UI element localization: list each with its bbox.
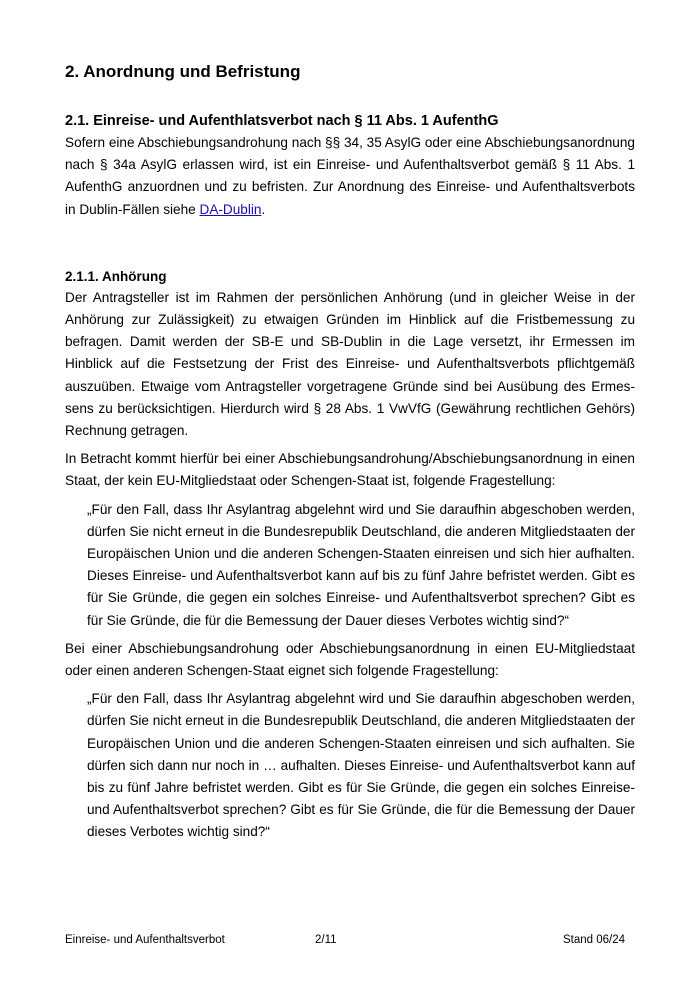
footer-version: Stand 06/24 xyxy=(562,934,625,946)
question-quote-2: „Für den Fall, dass Ihr Asylantrag abgelehnt wird und Sie daraufhin abgeschoben werden, dürfen Sie nicht erneut in die Bundesrepublik Deutschland, die anderen Mitgliedstaaten der Europäischen Union und die anderen Schengen-Staaten einreisen und sich aufhalten. Sie dürfen sich dann nur noch in … aufhalten. Dieses Einreise- und Aufenthaltsverbot kann auf bis zu fünf Jahre befristet werden. Gibt es für Sie Gründe, die gegen ein solches Einreise- und Aufenthaltsverbot sprechen? Gibt es für Sie Gründe, die für die Bemessung der Dauer dieses Verbotes wichtig sind?“ xyxy=(87,691,635,840)
subsection-title-2-1-1: 2.1.1. Anhörung xyxy=(65,268,167,284)
da-dublin-link[interactable]: DA-Dublin xyxy=(199,201,262,217)
subsection-title-2-1: 2.1. Einreise- und Aufenthlatsverbot nach § 11 Abs. 1 AufenthG xyxy=(65,113,499,129)
section-title: 2. Anordnung und Befristung xyxy=(65,62,301,81)
subsection-2-1-paragraph xyxy=(65,132,635,221)
anhoerung-paragraph-1: Der Antragsteller ist im Rahmen der persönlichen Anhörung (und in gleicher Weise in der Anhörung zur Zulässigkeit) zu etwaigen Gründen im Hinblick auf die Fristbemessung zu befragen. Damit werden der SB-E und SB-Dublin in die Lage versetzt, ihr Ermessen im Hinblick auf die Festsetzung der Frist des Einreise- und Aufenthaltsverbots pflichtgemäß auszuüben. Etwaige vom Antragsteller vorgetragene Gründe sind bei Ausübung des Ermessens zu berücksichtigen. Hierdurch wird § 28 Abs. 1 VwVfG (Gewährung rechtlichen Gehörs) Rechnung getragen. xyxy=(65,289,635,439)
subsection-2-1-text: Sofern eine Abschiebungsandrohung nach §§ 34, 35 AsylG oder eine Abschiebungsanordnung nach § 34a AsylG erlassen wird, ist ein Einreise- und Aufenthaltsverbot gemäß § 11 Abs. 1 AufenthG anzuordnen und zu befristen. Zur Anordnung des Einreise- und Aufenthaltsverbots in Dublin-Fällen siehe xyxy=(65,135,635,217)
anhoerung-paragraph-3: Bei einer Abschiebungsandrohung oder Abschiebungsanordnung in einen EU-Mitgliedstaat oder einen anderen Schengen-Staat eignet sich folgende Fragestellung: xyxy=(65,640,635,679)
page-content xyxy=(65,60,635,844)
subsection-2-1-text-end: . xyxy=(261,201,266,217)
anhoerung-paragraph-2: In Betracht kommt hierfür bei einer Abschiebungsandrohung/Abschiebungsanordnung in einen Staat, der kein EU-Mitgliedstaat oder Schengen-Staat ist, folgende Fragestellung: xyxy=(65,451,635,489)
footer-page-number: 2/11 xyxy=(315,934,337,946)
question-quote-1: „Für den Fall, dass Ihr Asylantrag abgelehnt wird und Sie daraufhin abgeschoben werden, dürfen Sie nicht erneut in die Bundesrepublik Deutschland, die anderen Mitgliedstaaten der Europäischen Union und die anderen Schengen-Staaten einreisen und sich hier aufhalten. Dieses Einreise- und Aufenthaltsverbot kann auf bis zu fünf Jahre befristet werden. Gibt es für Sie Gründe, die gegen ein solches Einreise- und Aufenthaltsverbot sprechen? Gibt es für Sie Gründe, die für die Bemessung der Dauer dieses Verbotes wichtig sind?“ xyxy=(87,501,635,628)
footer-document-title: Einreise- und Aufenthaltsverbot xyxy=(65,934,225,946)
